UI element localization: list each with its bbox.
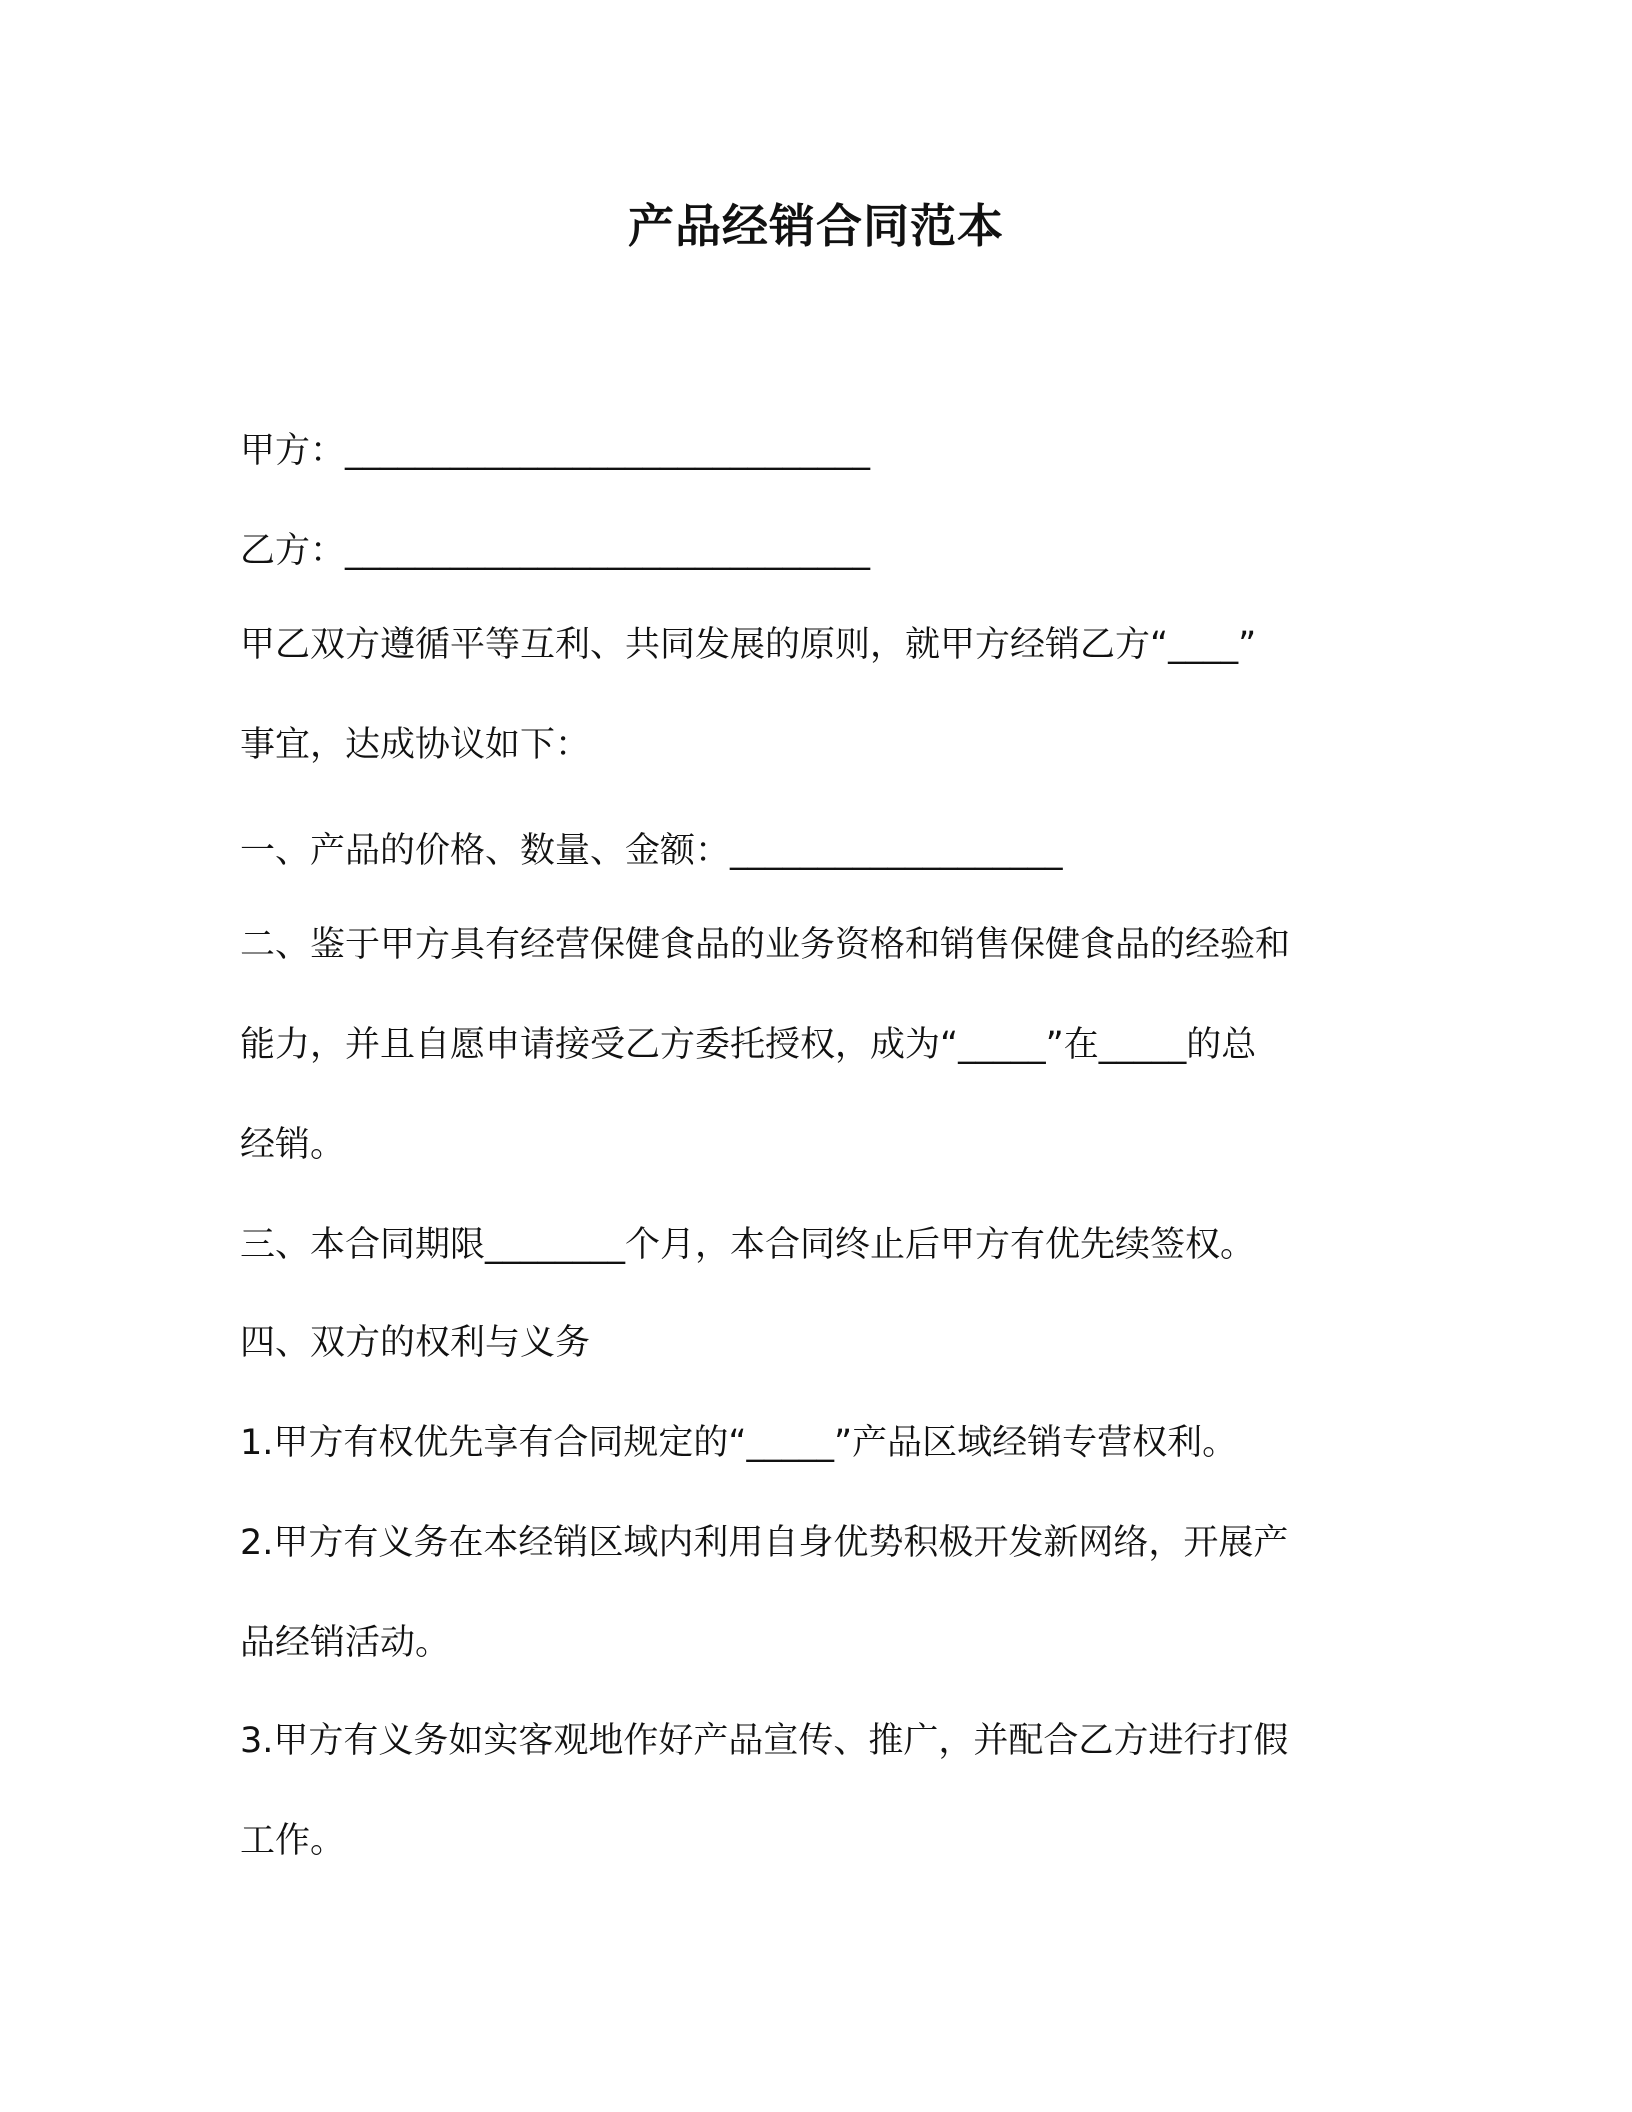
clause-1-line: 一、产品的价格、数量、金额：___________________ xyxy=(240,831,1063,871)
item-1-line: 1.甲方有权优先享有合同规定的“_____”产品区域经销专营权利。 xyxy=(240,1423,1238,1463)
clause-2-line-3: 经销。 xyxy=(240,1125,346,1165)
clause-4-heading: 四、双方的权利与义务 xyxy=(240,1323,591,1363)
party-a-line: 甲方：______________________________ xyxy=(240,431,871,471)
item-2-line-2: 品经销活动。 xyxy=(240,1623,451,1663)
clause-2-line-2: 能力，并且自愿申请接受乙方委托授权，成为“_____”在_____的总 xyxy=(240,1025,1257,1065)
item-3-line-1: 3.甲方有义务如实客观地作好产品宣传、推广，并配合乙方进行打假 xyxy=(240,1721,1289,1761)
clause-2-line-1: 二、鉴于甲方具有经营保健食品的业务资格和销售保健食品的经验和 xyxy=(240,925,1291,965)
document-title: 产品经销合同范本 xyxy=(628,199,1004,253)
preamble-line-2: 事宜，达成协议如下： xyxy=(240,725,591,765)
item-2-line-1: 2.甲方有义务在本经销区域内利用自身优势积极开发新网络，开展产 xyxy=(240,1523,1289,1563)
item-3-line-2: 工作。 xyxy=(240,1821,346,1861)
clause-3-line: 三、本合同期限________个月，本合同终止后甲方有优先续签权。 xyxy=(240,1225,1256,1265)
preamble-line-1: 甲乙双方遵循平等互利、共同发展的原则，就甲方经销乙方“____” xyxy=(240,625,1257,665)
party-b-line: 乙方：______________________________ xyxy=(240,531,871,571)
